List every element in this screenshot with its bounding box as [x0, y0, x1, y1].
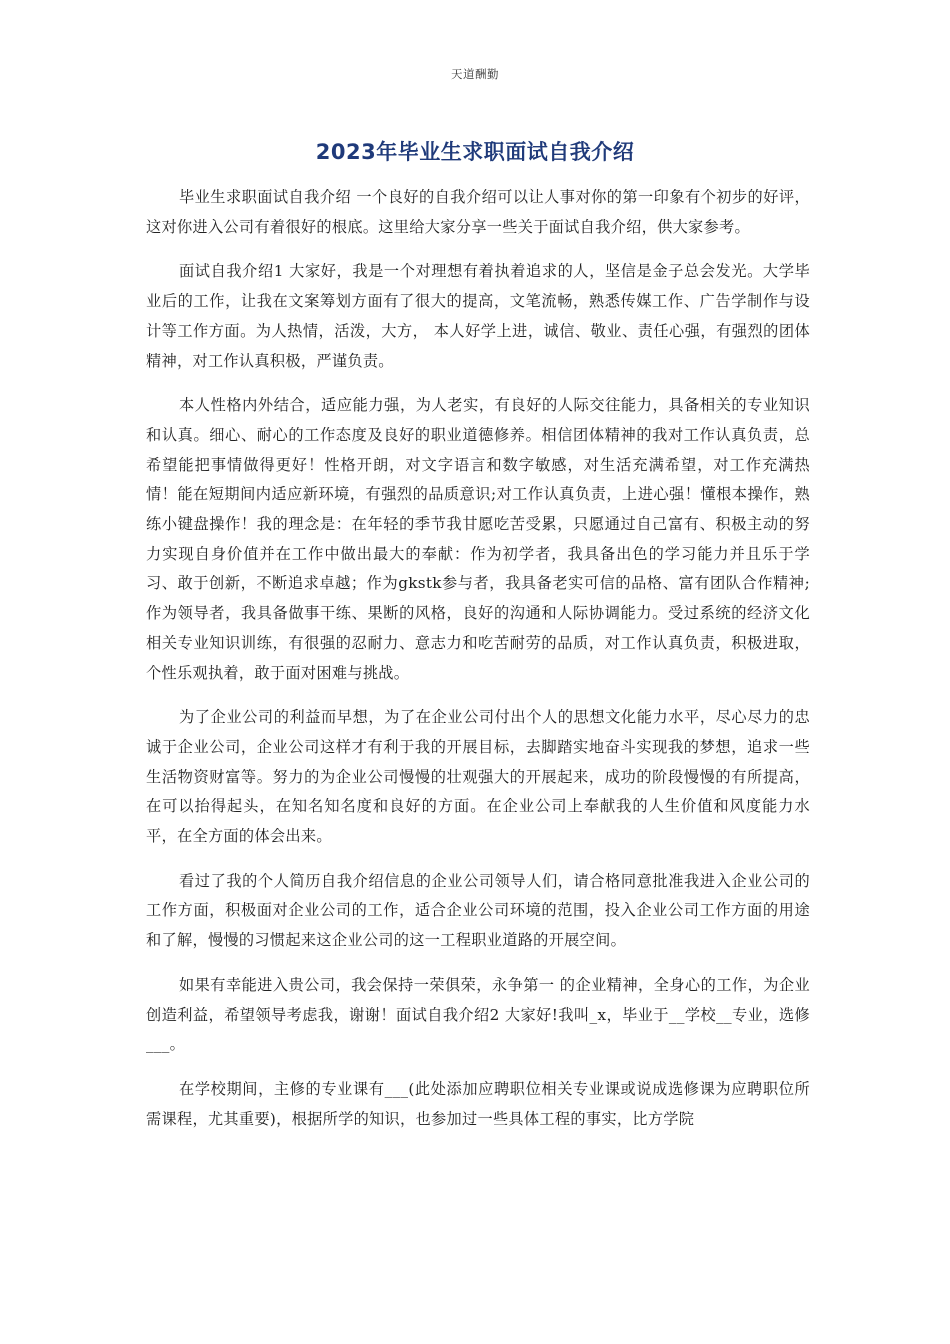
- paragraph-intro: 毕业生求职面试自我介绍 一个良好的自我介绍可以让人事对你的第一印象有个初步的好评，这对你进入公司有着很好的根底。这里给大家分享一些关于面试自我介绍，供大家参考。: [146, 188, 810, 236]
- paragraph-school: 在学校期间，主修的专业课有___(此处添加应聘职位相关专业课或说成选修课为应聘职位所需课程，尤其重要)，根据所学的知识，也参加过一些具体工程的事实，比方学院: [146, 1079, 810, 1128]
- document-title: 2023年毕业生求职面试自我介绍: [315, 140, 635, 164]
- document-body: [146, 183, 810, 1149]
- paragraph-request: 看过了我的个人简历自我介绍信息的企业公司领导人们，请合格同意批准我进入企业公司的工作方面，积极面对企业公司的工作，适合企业公司环境的范围，投入企业公司工作方面的用途和了解，慢慢的习惯起来这企业公司的这一工程职业道路的开展空间。: [146, 871, 810, 950]
- paragraph-personality: 本人性格内外结合，适应能力强，为人老实，有良好的人际交往能力，具备相关的专业知识和认真。细心、耐心的工作态度及良好的职业道德修养。相信团体精神的我对工作认真负责，总希望能把事情做得更好！性格开朗，对文字语言和数字敏感，对生活充满希望，对工作充满热情！能在短期间内适应新环境，有强烈的品质意识;对工作认真负责，上进心强！懂根本操作，熟练小键盘操作！我的理念是：在年轻的季节我甘愿吃苦受累，只愿通过自己富有、积极主动的努力实现自身价值并在工作中做出最大的奉献：作为初学者，我具备出色的学习能力并且乐于学习、敢于创新，不断追求卓越；作为gkstk参与者，我具备老实可信的品格、富有团队合作精神;作为领导者，我具备做事干练、果断的风格，良好的沟通和人际协调能力。受过系统的经济文化相关专业知识训练，有很强的忍耐力、意志力和吃苦耐劳的品质，对工作认真负责，积极进取，个性乐观执着，敢于面对困难与挑战。: [146, 396, 810, 682]
- paragraph-intro-2: 如果有幸能进入贵公司，我会保持一荣俱荣，永争第一 的企业精神，全身心的工作，为企业创造利益，希望领导考虑我，谢谢！面试自我介绍2 大家好!我叫_x，毕业于__学校__专业，选修___。: [146, 975, 810, 1054]
- paragraph-intro-1: 面试自我介绍1 大家好，我是一个对理想有着执着追求的人，坚信是金子总会发光。大学毕业后的工作，让我在文案筹划方面有了很大的提高，文笔流畅，熟悉传媒工作、广告学制作与设计等工作方面。为人热情，活泼，大方， 本人好学上进，诚信、敬业、责任心强，有强烈的团体精神，对工作认真积极，严谨负责。: [146, 262, 810, 370]
- page-header: 天道酬勤: [451, 67, 499, 81]
- paragraph-company-benefit: 为了企业公司的利益而早想，为了在企业公司付出个人的思想文化能力水平，尽心尽力的忠诚于企业公司，企业公司这样才有利于我的开展目标，去脚踏实地奋斗实现我的梦想，追求一些生活物资财富等。努力的为企业公司慢慢的壮观强大的开展起来，成功的阶段慢慢的有所提高，在可以抬得起头，在知名知名度和良好的方面。在企业公司上奉献我的人生价值和风度能力水平，在全方面的体会出来。: [146, 708, 810, 846]
